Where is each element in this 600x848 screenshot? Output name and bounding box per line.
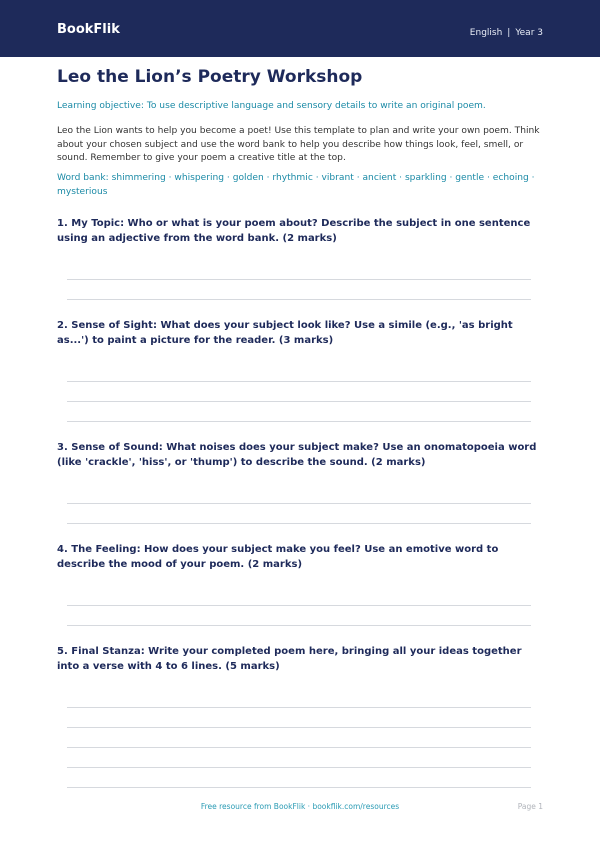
question-5 <box>57 644 542 674</box>
question-marks: ( 2 marks ) <box>279 233 337 244</box>
answer-line[interactable] <box>67 767 531 768</box>
answer-line[interactable] <box>67 787 531 788</box>
answer-line[interactable] <box>67 625 531 626</box>
page-number: Page 1 <box>517 802 543 811</box>
question-text: Sense of Sight: What does your subject look like? Use a simile (e.g., 'as bright as...') to paint a picture for the reader. <box>57 320 513 346</box>
worksheet-title: Leo the Lion’s Poetry Workshop <box>57 67 363 87</box>
question-1 <box>57 216 542 246</box>
header-bar <box>0 0 600 57</box>
question-text: My Topic: Who or what is your poem about? Describe the subject in one sentence using an adjective from the word bank. <box>57 218 531 244</box>
answer-line[interactable] <box>67 605 531 606</box>
question-text: Final Stanza: Write your completed poem here, bringing all your ideas together into a verse with 4 to 6 lines. <box>57 646 522 672</box>
question-marks: ( 2 marks ) <box>368 457 426 468</box>
question-number: 4 . <box>57 544 71 555</box>
answer-line[interactable] <box>67 421 531 422</box>
question-4 <box>57 542 542 572</box>
question-number: 2 . <box>57 320 71 331</box>
question-number: 5 . <box>57 646 71 657</box>
question-3 <box>57 440 542 470</box>
answer-line[interactable] <box>67 707 531 708</box>
question-text: The Feeling: How does your subject make you feel? Use an emotive word to describe the mood of your poem. <box>57 544 499 570</box>
question-text: Sense of Sound: What noises does your subject make? Use an onomatopoeia word (like 'crackle', 'hiss', or 'thump') to describe the sound. <box>57 442 537 468</box>
learning-objective: Learning objective: To use descriptive language and sensory details to write an original poem. <box>57 101 486 111</box>
answer-line[interactable] <box>67 727 531 728</box>
brand-logo[interactable]: BookFlik <box>57 22 120 37</box>
answer-line[interactable] <box>67 503 531 504</box>
answer-line[interactable] <box>67 279 531 280</box>
subject-level <box>470 27 543 39</box>
answer-line[interactable] <box>67 747 531 748</box>
intro-paragraph: Leo the Lion wants to help you become a poet! Use this template to plan and write your own poem. Think about your chosen subject and use the word bank to help you describe how things look, feel, smell, or sound. Remember to give your poem a creative title at the top. <box>57 126 540 163</box>
question-marks: ( 3 marks ) <box>275 335 333 346</box>
word-bank: Word bank: shimmering · whispering · golden · rhythmic · vibrant · ancient · sparkling · gentle · echoing · mysterious <box>57 173 535 197</box>
subject-label: English <box>469 28 503 38</box>
meta-separator: | <box>507 28 511 38</box>
answer-line[interactable] <box>67 401 531 402</box>
question-marks: ( 2 marks ) <box>244 559 302 570</box>
answer-line[interactable] <box>67 381 531 382</box>
answer-line[interactable] <box>67 299 531 300</box>
footer-source[interactable]: Free resource from BookFlik · bookflik.com/resources <box>200 802 400 811</box>
question-marks: ( 5 marks ) <box>222 661 280 672</box>
level-label: Year 3 <box>515 28 543 38</box>
question-2 <box>57 318 542 348</box>
answer-line[interactable] <box>67 523 531 524</box>
question-number: 3 . <box>57 442 71 453</box>
question-number: 1 . <box>57 218 71 229</box>
